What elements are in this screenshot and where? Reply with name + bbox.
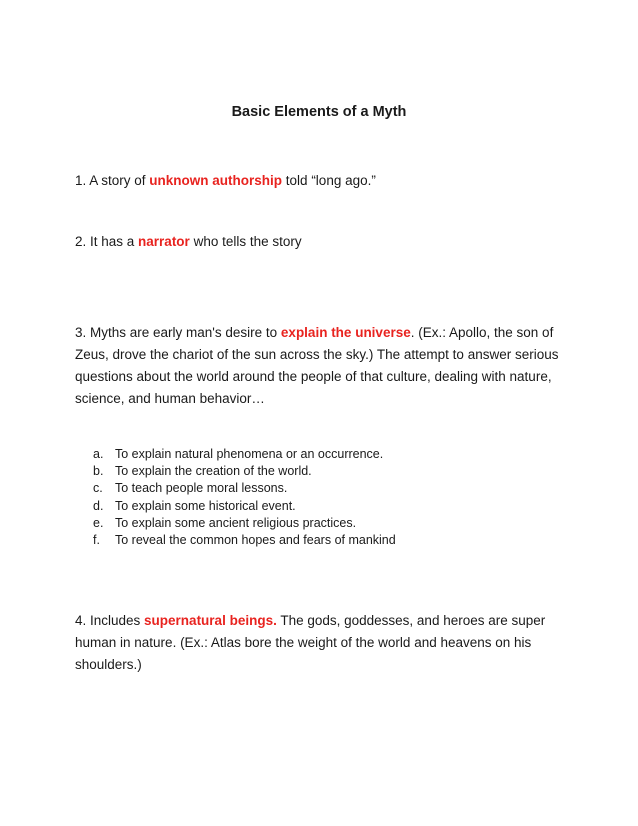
element-4-text-before: 4. Includes <box>75 613 145 628</box>
list-item <box>93 515 573 532</box>
element-1-text-after: told “long ago.” <box>282 173 376 188</box>
list-marker: a. <box>93 447 104 461</box>
element-3-paragraph <box>75 322 565 410</box>
list-marker: b. <box>93 464 104 479</box>
element-2-text-after: who tells the story <box>189 234 302 249</box>
element-1-paragraph <box>75 170 565 192</box>
list-item-text: To reveal the common hopes and fears of mankind <box>115 533 396 548</box>
element-3-highlight: explain the universe <box>280 325 411 340</box>
list-item-text: To explain natural phenomena or an occurrence. <box>115 447 384 461</box>
list-marker: c. <box>93 481 103 496</box>
element-2-text-before: 2. It has a <box>75 234 139 249</box>
list-item-text: To explain some ancient religious practices. <box>115 515 357 530</box>
element-3-text-after: . (Ex.: Apollo, the son of Zeus, drove the chariot of the sun across the sky.) The attempt to answer serious questions about the world around the people of that culture, dealing with nature, science, and human behavior… <box>75 325 559 406</box>
list-item <box>93 446 573 463</box>
purpose-sublist <box>93 446 573 549</box>
element-4-paragraph <box>75 610 565 676</box>
list-item-text: To explain some historical event. <box>115 498 296 513</box>
list-marker: d. <box>93 498 104 513</box>
list-item <box>93 498 573 515</box>
element-2-highlight: narrator <box>138 234 190 249</box>
list-item-text: To teach people moral lessons. <box>115 481 288 496</box>
list-marker: f. <box>93 533 100 548</box>
list-item-text: To explain the creation of the world. <box>115 464 312 479</box>
element-3-text-before: 3. Myths are early man's desire to <box>75 325 281 340</box>
list-item <box>93 532 573 549</box>
list-marker: e. <box>93 515 104 530</box>
element-1-text-before: 1. A story of <box>75 173 150 188</box>
element-1-highlight: unknown authorship <box>149 173 283 188</box>
page-title: Basic Elements of a Myth <box>231 104 407 120</box>
element-2-paragraph <box>75 231 565 253</box>
list-item <box>93 463 573 480</box>
element-4-text-after: The gods, goddesses, and heroes are super human in nature. (Ex.: Atlas bore the weight of the world and heavens on his shoulders.) <box>75 613 546 672</box>
list-item <box>93 480 573 497</box>
element-4-highlight: supernatural beings. <box>144 613 277 628</box>
